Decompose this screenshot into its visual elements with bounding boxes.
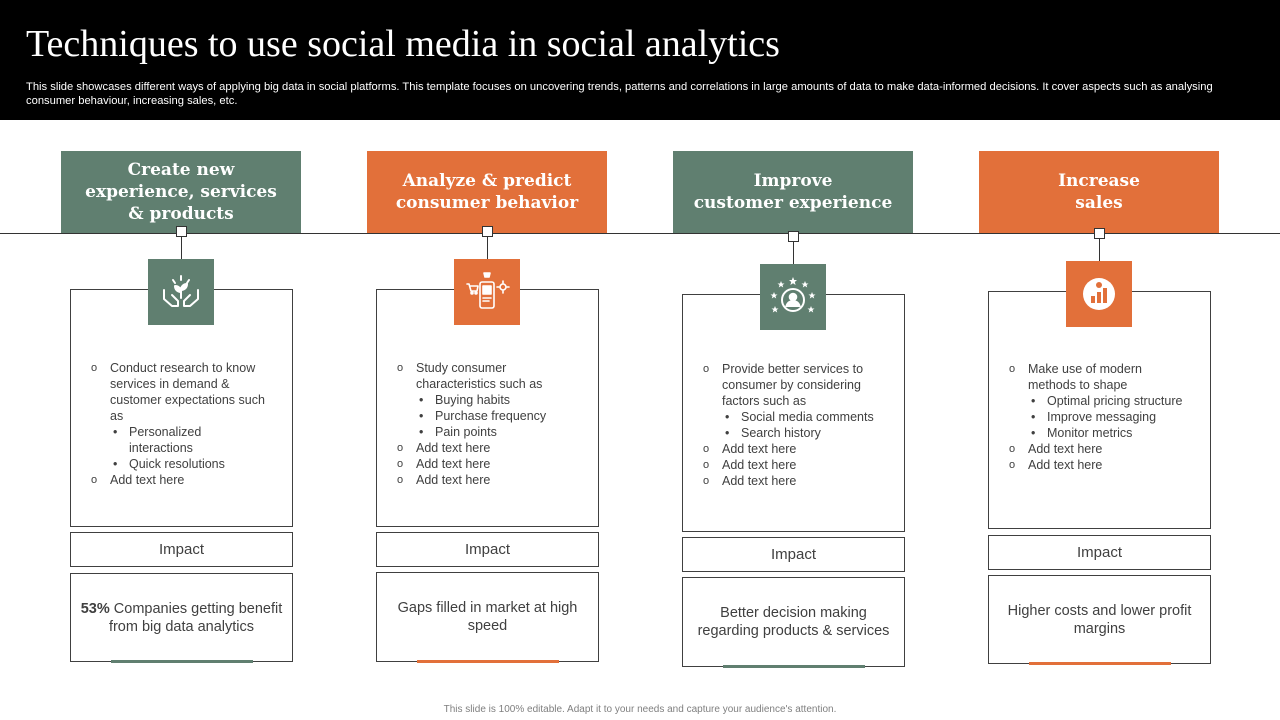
result-text [71,600,292,636]
sub-bullet-item: • Purchase frequency [397,408,572,424]
bullet-list [703,361,888,489]
accent-bar [417,660,559,663]
bullet-item: o Add text here [397,440,572,456]
column-analyze-behavior [367,0,607,720]
result-card [682,577,905,667]
result-card [70,573,293,662]
connector-line [793,242,794,264]
result-card [376,572,599,662]
sales-growth-icon [1066,261,1132,327]
timeline-node [1094,228,1105,239]
sub-bullet-item: • Improve messaging [1009,409,1184,425]
result-description: Higher costs and lower profit margins [1007,602,1192,637]
result-description: Better decision making regarding products & services [697,605,890,639]
footer-note: This slide is 100% editable. Adapt it to your needs and capture your audience's attention. [443,704,837,715]
column-create-experience [61,0,301,720]
bullet-item: o Study consumer characteristics such as [397,360,572,392]
result-text [377,599,598,635]
bullet-item: o Provide better services to consumer by considering factors such as [703,361,888,409]
accent-bar [1029,662,1171,665]
sub-bullet-item: • Buying habits [397,392,572,408]
column-improve-experience [673,0,913,720]
accent-bar [111,660,253,663]
result-description: Companies getting benefit from big data analytics [108,600,283,635]
bullet-item: o Make use of modern methods to shape [1009,361,1184,393]
sub-bullet-item: • Social media comments [703,409,888,425]
column-heading: Improve customer experience [673,151,913,233]
bullet-item: o Add text here [91,472,266,488]
result-highlight: 53% [80,600,110,617]
column-increase-sales [979,0,1219,720]
result-text [989,602,1210,638]
connector-line [1099,239,1100,261]
bullet-list [397,360,572,488]
result-description: Gaps filled in market at high speed [397,600,578,634]
sub-bullet-item: • Quick resolutions [91,456,266,472]
sub-bullet-item: • Pain points [397,424,572,440]
bullet-item: o Add text here [397,472,572,488]
bullet-item: o Conduct research to know services in demand & customer expectations such as [91,360,266,424]
customer-stars-icon [760,264,826,330]
accent-bar [723,665,865,668]
bullet-item: o Add text here [397,456,572,472]
mobile-shopping-icon [454,259,520,325]
bullet-item: o Add text here [703,457,888,473]
result-card [988,575,1211,664]
slide-subtitle: This slide showcases different ways of applying big data in social platforms. This template focuses on uncovering trends, patterns and correlations in large amounts of data to make data-informed decisions. It cover aspects such as analysing consumer behaviour, increasing sales, etc. [26,81,1213,107]
bullet-list [91,360,266,488]
hands-growth-icon [148,259,214,325]
connector-line [181,237,182,259]
column-heading: Create new experience, services & products [61,151,301,233]
bullet-item: o Add text here [703,473,888,489]
bullet-item: o Add text here [1009,457,1184,473]
column-heading: Increase sales [979,151,1219,233]
sub-bullet-item: • Monitor metrics [1009,425,1184,441]
slide-title: Techniques to use social media in social analytics [26,23,780,65]
result-text [683,604,904,640]
sub-bullet-item: • Personalized interactions [91,424,266,456]
bullet-list [1009,361,1184,473]
impact-label: Impact [988,535,1211,570]
impact-label: Impact [70,532,293,567]
sub-bullet-item: • Search history [703,425,888,441]
timeline-node [176,226,187,237]
column-heading: Analyze & predict consumer behavior [367,151,607,233]
timeline-node [482,226,493,237]
impact-label: Impact [682,537,905,572]
connector-line [487,237,488,259]
bullet-item: o Add text here [1009,441,1184,457]
impact-label: Impact [376,532,599,567]
sub-bullet-item: • Optimal pricing structure [1009,393,1184,409]
timeline-node [788,231,799,242]
bullet-item: o Add text here [703,441,888,457]
